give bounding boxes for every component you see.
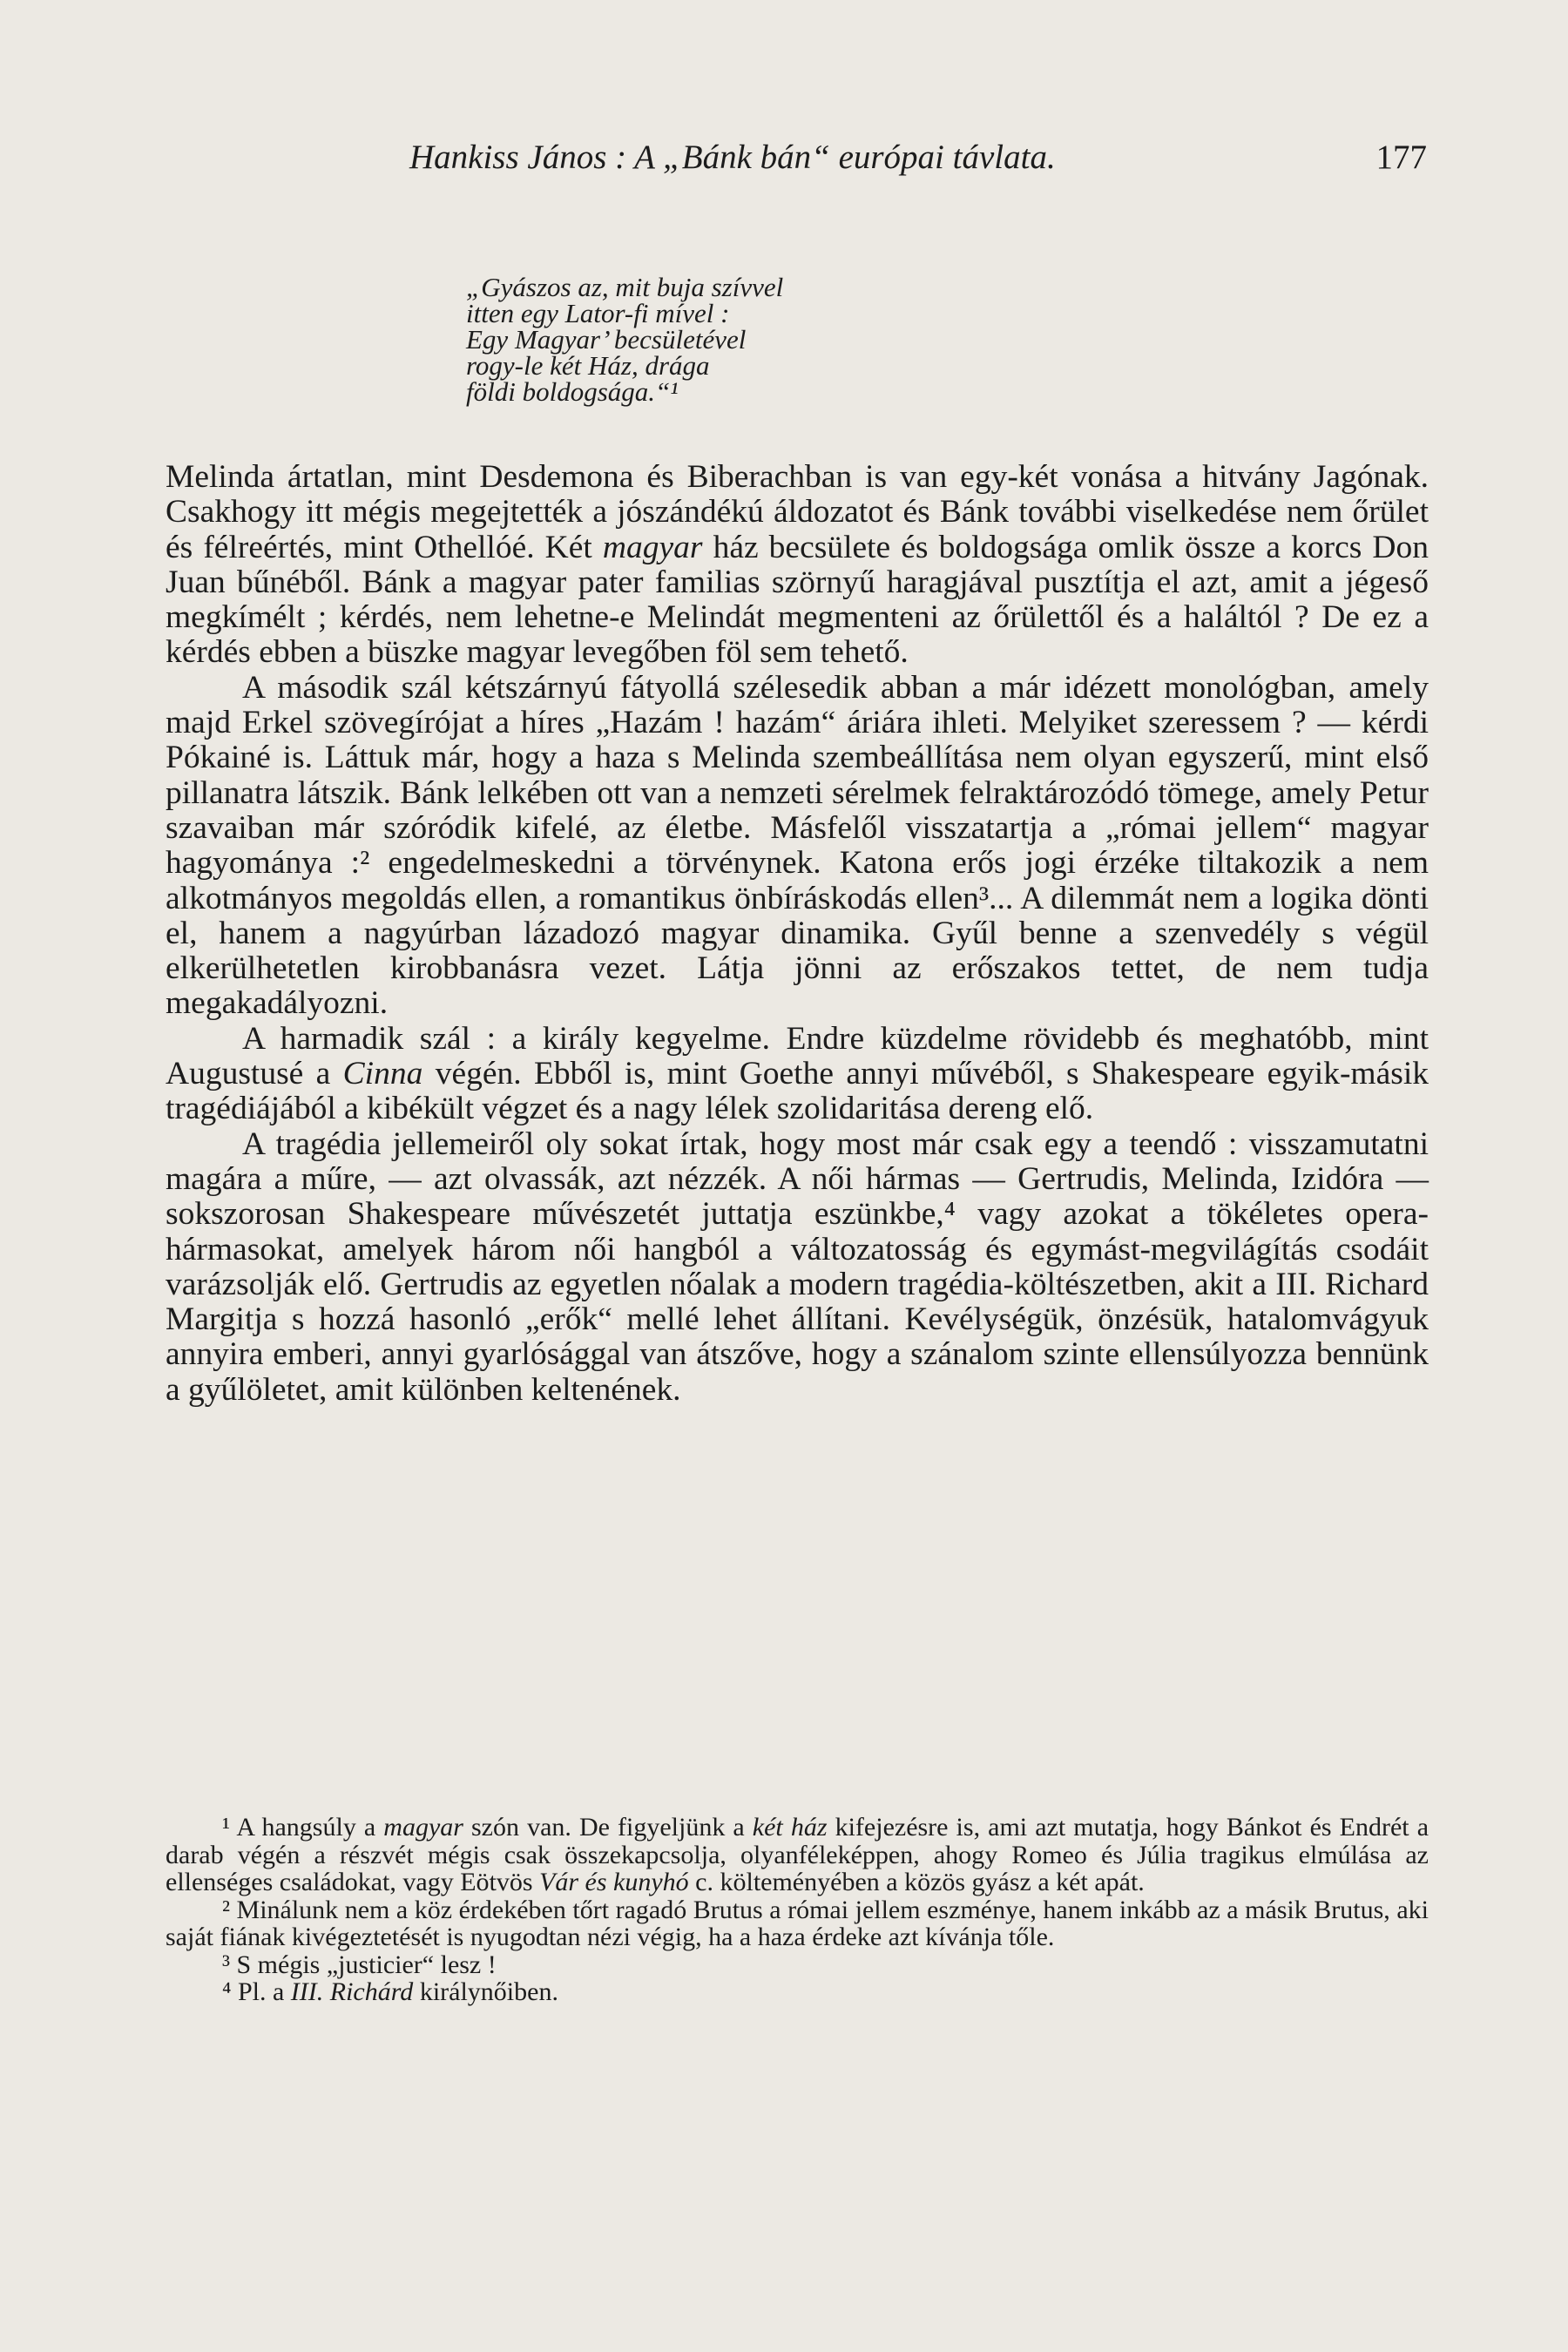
footnotes [166,1814,1429,2006]
body-text [166,460,1429,1408]
emphasis: III. Richárd [290,1977,414,2006]
footnote-text: ¹ A hangsúly a [222,1813,384,1842]
footnote-text: királynőiben. [413,1977,558,2006]
paragraph-text: végén. Ebből is, mint Goethe annyi művéből, s Shakespeare egyik-másik tragédiájából a kibékült végzet és a nagy lélek szolidaritása dereng elő. [166,1056,1429,1127]
emphasis: két ház [752,1813,828,1842]
verse-line: „Gyászos az, mit buja szívvel [466,272,784,302]
footnote-1 [166,1814,1429,1896]
verse-line: rogy-le két Ház, drága [466,350,710,381]
emphasis: magyar [602,529,703,565]
emphasis: magyar [383,1813,463,1842]
footnote-3: ³ S mégis „justicier“ lesz ! [222,1950,497,1979]
emphasis: Cinna [342,1056,423,1092]
footnote-text: c. költeményében a közös gyász a két apát. [688,1868,1145,1896]
footnote-text: ⁴ Pl. a [222,1977,291,2006]
paragraph-text: A második szál kétszárnyú fátyollá szélesedik abban a már idézett monológban, amely majd Erkel szövegírójat a híres „Hazám ! hazám“ áriára ihleti. Melyiket szeressem ? — kérdi Pókainé is. Láttuk már, hogy a haza s Melinda szembeállítása nem olyan egyszerű, mint első pillanatra látszik. Bánk lelkében ott van a nemzeti sérelmek felraktározódó tömege, amely Petur szavaiban már szóródik kifelé, az életbe. Másfelől visszatartja a „római jellem“ magyar hagyományа :² engedelmeskedni a törvénynek. Katona erős jogi érzéke tiltakozik a nem alkotmányos megoldás ellen, a romantikus önbíráskodás ellen³... A dilemmát nem a logika dönti el, hanem a nagyúrban lázadozó magyar dinamika. Gyűl benne a szenvedély s végül elkerülhetetlen kirobbanásra vezet. Látja jönni az erőszakos tettet, de nem tudja megakadályozni. [166,669,1429,1022]
paragraph-text: ház becsülete és boldogsága omlik össze a korcs Don Juan bűnéből. Bánk a magyar pater familias szörnyű haragjával pusztítja el azt, amit a jégeső megkímélt ; kérdés, nem lehetne-e Melindát megmenteni az őrülettől és a haláltól ? De ez a kérdés ebben a büszke magyar levegőben föl sem tehető. [166,529,1429,671]
paragraph-text: A tragédia jellemeiről oly sokat írtak, hogy most már csak egy a teendő : visszamutatni magára a műre, — azt olvassák, azt nézzék. A női hármas — Gertrudis, Melinda, Izidóra — sokszorosan Shakespeare művészetét juttatja eszünkbe,⁴ vagy azokat a tökéletes opera-hármasokat, amelyek három női hangból a változatosság és egymást-megvilágítás csodáit varázsolják elő. Gertrudis az egyetlen nőalak a modern tragédia-költészetben, akit a III. Richard Margitja s hozzá hasonló „erők“ mellé lehet állítani. Kevélységük, önzésük, hatalomvágyuk annyira emberi, annyi gyarlósággal van átszőve, hogy a szánalom szinte ellensúlyozza bennünk a gyűlöletet, amit különben keltenének. [166,1125,1429,1408]
emphasis: Vár és kunyhó [539,1868,689,1896]
verse-line: itten egy Lator-fi mível : [466,298,730,328]
paragraph [166,1127,1429,1408]
footnote-text: kifejezésre is, ami azt mutatja, hogy Bánkot és Endrét a darab végén a részvét mégis csak összekapcsolja, olyanféleképpen, ahogy Romeo és Júlia tragikus elmúlása az ellenséges családokat, vagy Eötvös [166,1813,1429,1896]
paragraph-text: A harmadik szál : a király kegyelme. Endre küzdelme rövidebb és meghatóbb, mint Augustusé a [166,1020,1429,1092]
paragraph-text: Melinda ártatlan, mint Desdemona és Biberachban is van egy-két vonása a hitvány Jagónak. Csakhogy itt mégis megejtették a jószándékú áldozatot és Bánk további viselkedése nem őrület és félreértés, mint Othellóé. Két [166,459,1429,565]
footnote-4 [166,1978,1429,2006]
footnote-2: ² Minálunk nem a köz érdekében tőrt ragadó Brutus a római jellem eszménye, hanem inkább az a másik Brutus, aki saját fiának kivégeztetését is nyugodtan nézi végig, ha a haza érdeke azt kívánja tőle. [166,1895,1429,1951]
paragraph [166,460,1429,671]
running-header [409,138,1427,190]
paragraph [166,1022,1429,1127]
running-title: Hankiss János : A „Bánk bán“ európai távlata. [409,139,1056,176]
paragraph [166,671,1429,1022]
verse-line: földi boldogsága.“¹ [466,376,679,407]
verse-line: Egy Magyar’ becsületével [466,324,747,355]
footnote-text: szón van. De figyeljünk a [463,1813,753,1842]
verse-quote [466,274,783,405]
page-number: 177 [1375,139,1427,176]
